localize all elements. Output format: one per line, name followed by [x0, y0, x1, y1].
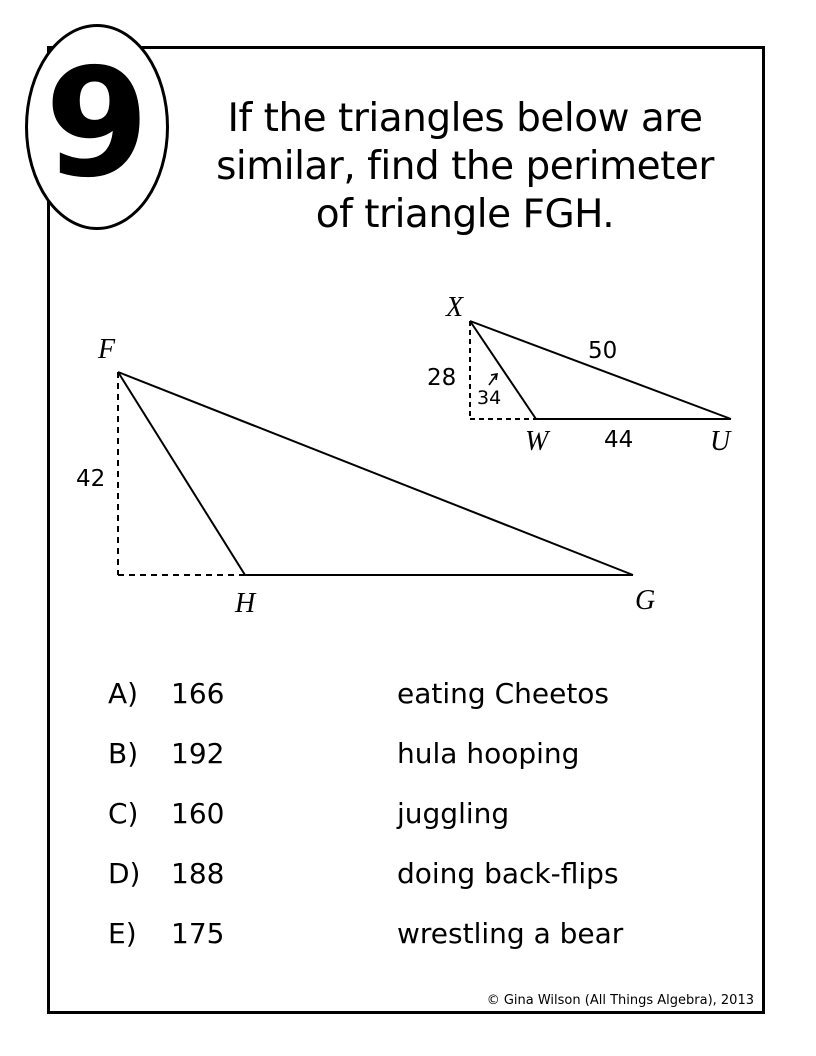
choice-b[interactable]: [108, 732, 708, 776]
question-line-3: of triangle FGH.: [315, 192, 615, 237]
side-fg: [118, 372, 633, 575]
choice-letter: B): [108, 737, 139, 770]
choice-value: 175: [171, 917, 225, 950]
choice-text: doing back-flips: [397, 857, 619, 890]
choice-value: 160: [171, 797, 225, 830]
large-triangle: [118, 372, 633, 575]
choice-text: juggling: [397, 797, 510, 830]
side-wu-label: 44: [604, 427, 634, 453]
choice-d[interactable]: [108, 852, 708, 896]
small-height-label: 28: [427, 365, 457, 391]
choice-value: 188: [171, 857, 225, 890]
choice-letter: E): [108, 917, 137, 950]
side-fh: [118, 372, 245, 575]
choice-text: hula hooping: [397, 737, 580, 770]
choice-text: wrestling a bear: [397, 917, 624, 950]
small-triangle: [470, 321, 731, 419]
vertex-u-label: U: [710, 426, 731, 457]
vertex-w-label: W: [525, 426, 549, 457]
choice-value: 166: [171, 677, 225, 710]
choice-letter: C): [108, 797, 139, 830]
side-xw-label: 34: [477, 387, 502, 409]
choice-e[interactable]: [108, 912, 708, 956]
copyright-notice: © Gina Wilson (All Things Algebra), 2013: [486, 993, 754, 1008]
vertex-x-label: X: [446, 292, 464, 323]
choice-letter: A): [108, 677, 139, 710]
side-xu-label: 50: [588, 338, 618, 364]
choice-text: eating Cheetos: [397, 677, 610, 710]
large-height-label: 42: [76, 466, 106, 492]
question-line-1: If the triangles below are: [227, 96, 703, 141]
vertex-g-label: G: [635, 585, 656, 616]
side-xu: [470, 321, 731, 419]
vertex-f-label: F: [98, 334, 116, 365]
vertex-h-label: H: [235, 588, 256, 619]
choice-value: 192: [171, 737, 225, 770]
choice-letter: D): [108, 857, 141, 890]
problem-number: 9: [44, 37, 150, 211]
question-line-2: similar, find the perimeter: [216, 144, 714, 189]
choice-a[interactable]: [108, 672, 708, 716]
choice-c[interactable]: [108, 792, 708, 836]
